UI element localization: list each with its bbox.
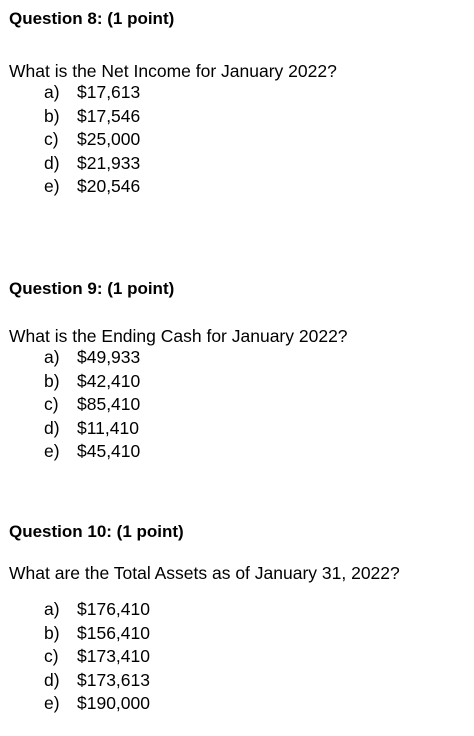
option-letter: b) <box>44 622 60 643</box>
option-value: $173,613 <box>77 669 150 690</box>
option-d[interactable] <box>44 417 140 441</box>
option-d[interactable] <box>44 152 140 176</box>
option-letter: e) <box>44 176 60 197</box>
option-c[interactable] <box>44 393 140 417</box>
question-9-options <box>44 346 140 464</box>
option-value: $85,410 <box>77 394 141 415</box>
option-letter: d) <box>44 417 60 438</box>
option-letter: d) <box>44 152 60 173</box>
option-b[interactable] <box>44 622 150 646</box>
question-8-text: What is the Net Income for January 2022? <box>9 61 337 81</box>
option-value: $25,000 <box>77 129 141 150</box>
option-c[interactable] <box>44 645 150 669</box>
option-a[interactable] <box>44 598 150 622</box>
option-value: $156,410 <box>77 622 150 643</box>
option-value: $49,933 <box>77 347 141 367</box>
question-9-text: What is the Ending Cash for January 2022? <box>9 326 348 346</box>
option-value: $17,613 <box>77 82 141 102</box>
option-letter: b) <box>44 370 60 391</box>
option-value: $11,410 <box>77 417 139 438</box>
option-letter: a) <box>44 599 60 619</box>
question-8-options <box>44 81 140 199</box>
option-value: $190,000 <box>77 693 150 714</box>
option-value: $173,410 <box>77 646 150 667</box>
option-value: $176,410 <box>77 599 150 619</box>
option-e[interactable] <box>44 440 140 464</box>
option-d[interactable] <box>44 669 150 693</box>
option-letter: a) <box>44 82 60 102</box>
option-e[interactable] <box>44 175 140 199</box>
option-value: $42,410 <box>77 370 141 391</box>
option-value: $45,410 <box>77 441 141 462</box>
option-letter: d) <box>44 669 60 690</box>
option-value: $21,933 <box>77 152 141 173</box>
option-value: $20,546 <box>77 176 141 197</box>
option-letter: a) <box>44 347 60 367</box>
option-letter: e) <box>44 693 60 714</box>
option-value: $17,546 <box>77 105 141 126</box>
option-letter: c) <box>44 129 59 150</box>
option-b[interactable] <box>44 105 140 129</box>
question-9-title: Question 9: (1 point) <box>9 279 175 298</box>
option-a[interactable] <box>44 346 140 370</box>
question-10-options <box>44 598 150 716</box>
option-e[interactable] <box>44 692 150 716</box>
option-a[interactable] <box>44 81 140 105</box>
option-c[interactable] <box>44 128 140 152</box>
question-8-title: Question 8: (1 point) <box>9 9 175 28</box>
option-letter: c) <box>44 394 59 415</box>
option-letter: b) <box>44 105 60 126</box>
option-letter: c) <box>44 646 59 667</box>
question-10-title: Question 10: (1 point) <box>9 522 184 541</box>
question-10-text: What are the Total Assets as of January 31, 2022? <box>9 563 400 583</box>
option-letter: e) <box>44 441 60 462</box>
option-b[interactable] <box>44 370 140 394</box>
